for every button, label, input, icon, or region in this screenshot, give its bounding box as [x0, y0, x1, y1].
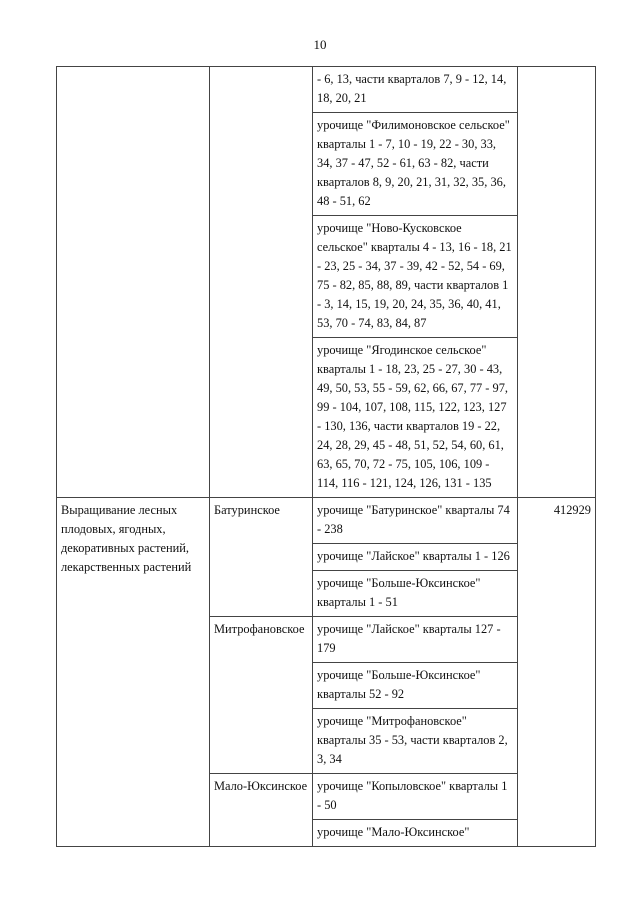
area-cell: урочище "Лайское" кварталы 127 - 179: [313, 617, 518, 663]
area-cell: урочище "Больше-Юксинское" кварталы 1 - 51: [313, 571, 518, 617]
forest-use-table: [56, 66, 596, 847]
area-cell: урочище "Ягодинское сельское" кварталы 1 - 18, 23, 25 - 27, 30 - 43, 49, 50, 53, 55 - 59, 62, 66, 67, 77 - 97, 99 - 104, 107, 108, 115, 122, 123, 127 - 130, 136, части кварталов 19 - 22, 24, 28, 29, 45 - 48, 51, 52, 54, 60, 61, 63, 65, 70, 72 - 75, 105, 106, 109 - 114, 116 - 121, 124, 126, 131 - 135: [313, 338, 518, 498]
area-cell: урочище "Батуринское" кварталы 74 - 238: [313, 498, 518, 544]
table-row: [57, 67, 596, 113]
page-number: 10: [313, 37, 327, 52]
activity-cell: Выращивание лесных плодовых, ягодных, декоративных растений, лекарственных растений: [57, 498, 210, 847]
area-cell: урочище "Митрофановское" кварталы 35 - 53, части кварталов 2, 3, 34: [313, 709, 518, 774]
area-ha-cell: [518, 67, 596, 498]
area-cell: урочище "Мало-Юксинское": [313, 820, 518, 847]
area-cell: - 6, 13, части кварталов 7, 9 - 12, 14, 18, 20, 21: [313, 67, 518, 113]
forestry-cell: Батуринское: [210, 498, 313, 617]
table-row: [57, 498, 596, 544]
forestry-cell: Мало-Юксинское: [210, 774, 313, 847]
area-cell: урочище "Филимоновское сельское" кварталы 1 - 7, 10 - 19, 22 - 30, 33, 34, 37 - 47, 52 - 61, 63 - 82, части кварталов 8, 9, 20, 21, 31, 32, 35, 36, 48 - 51, 62: [313, 113, 518, 216]
area-cell: урочище "Лайское" кварталы 1 - 126: [313, 544, 518, 571]
area-cell: урочище "Ново-Кусковское сельское" кварталы 4 - 13, 16 - 18, 21 - 23, 25 - 34, 37 - 39, 42 - 52, 54 - 69, 75 - 82, 85, 88, 89, части кварталов 1 - 3, 14, 15, 19, 20, 24, 35, 36, 40, 41, 53, 70 - 74, 83, 84, 87: [313, 216, 518, 338]
forestry-cell: Митрофановское: [210, 617, 313, 774]
area-ha-cell: 412929: [518, 498, 596, 847]
area-cell: урочище "Копыловское" кварталы 1 - 50: [313, 774, 518, 820]
forestry-cell: [210, 67, 313, 498]
activity-cell: [57, 67, 210, 498]
area-cell: урочище "Больше-Юксинское" кварталы 52 - 92: [313, 663, 518, 709]
